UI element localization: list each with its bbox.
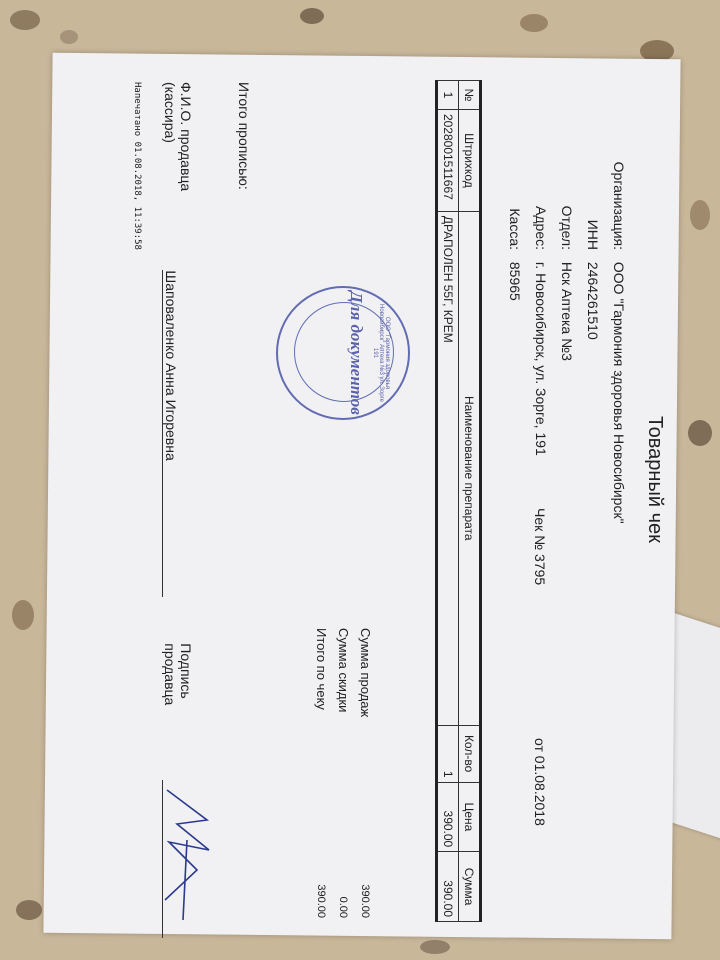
inn-line [580,158,606,524]
header-number: № [459,81,481,110]
receipt-title: Товарный чек [644,416,666,543]
row-barcode: 2028001511667 [437,109,459,211]
inn-label: ИНН [585,219,601,250]
sales-receipt [112,58,672,938]
sales-total-label: Сумма продаж [358,628,373,718]
printed-timestamp: Напечатано 01.08.2018, 11:39:58 [132,82,142,250]
check-date-value: 01.08.2018 [532,755,548,826]
seller-row [162,82,194,938]
handwritten-signature [157,780,217,940]
header-quantity: Кол-во [459,725,481,782]
sales-total-row [354,628,376,918]
row-price: 390.00 [437,782,459,852]
check-total-label: Итого по чеку [314,628,329,710]
dept-line [554,158,580,524]
pharmacy-stamp [276,286,410,420]
items-table-header [459,81,481,922]
dept-label: Отдел: [559,205,575,250]
inn-value: 2464261510 [585,261,601,340]
seller-name: Шаповаленко Анна Игоревна [162,270,179,597]
header-barcode: Штрихкод [459,109,481,211]
discount-label: Сумма скидки [336,628,351,713]
org-label: Организация: [611,161,627,250]
check-number-value: 3795 [532,554,548,586]
org-value: ООО "Гармония здоровья Новосибирск" [611,261,627,524]
table-row [437,81,459,922]
check-date-label: от [532,738,548,752]
address-value: г. Новосибирск, ул. Зорге, 191 [533,261,549,456]
seller-label: Ф.И.О. продавца (кассира) [162,82,194,192]
dept-value: Нск Аптека №3 [559,261,575,361]
discount-row [332,628,354,918]
row-quantity: 1 [437,725,459,782]
header-price: Цена [459,782,481,852]
check-total-value: 390.00 [315,884,327,918]
check-number-label: Чек № [532,508,548,551]
stamp-main-text: Для документов [347,291,366,415]
row-product-name: ДРАПОЛЕН 55Г, КРЕМ [437,211,459,725]
totals-block [310,628,376,918]
sales-total-value: 390.00 [359,884,371,918]
cash-label: Касса: [507,208,523,250]
signature-line [162,780,177,939]
items-table [435,80,482,922]
header-product-name: Наименование препарата [459,211,481,725]
check-date [532,738,548,826]
discount-value: 0.00 [337,896,349,918]
cash-value: 85965 [507,261,523,301]
organization-info [502,158,632,524]
row-number: 1 [437,81,459,110]
signature-label: Подпись продавца [162,643,194,706]
check-number [532,508,548,585]
address-line [528,158,554,524]
check-total-row [310,628,332,918]
total-in-words-label: Итого прописью: [236,82,252,190]
address-label: Адрес: [533,206,549,250]
org-line [606,158,632,524]
header-sum: Сумма [459,852,481,922]
stamp-ring-text: ООО "Гармония здоровья Новосибирск" Аптека №3 ул. Зорге 191 [372,304,390,402]
row-sum: 390.00 [437,852,459,922]
cash-line [502,158,528,524]
